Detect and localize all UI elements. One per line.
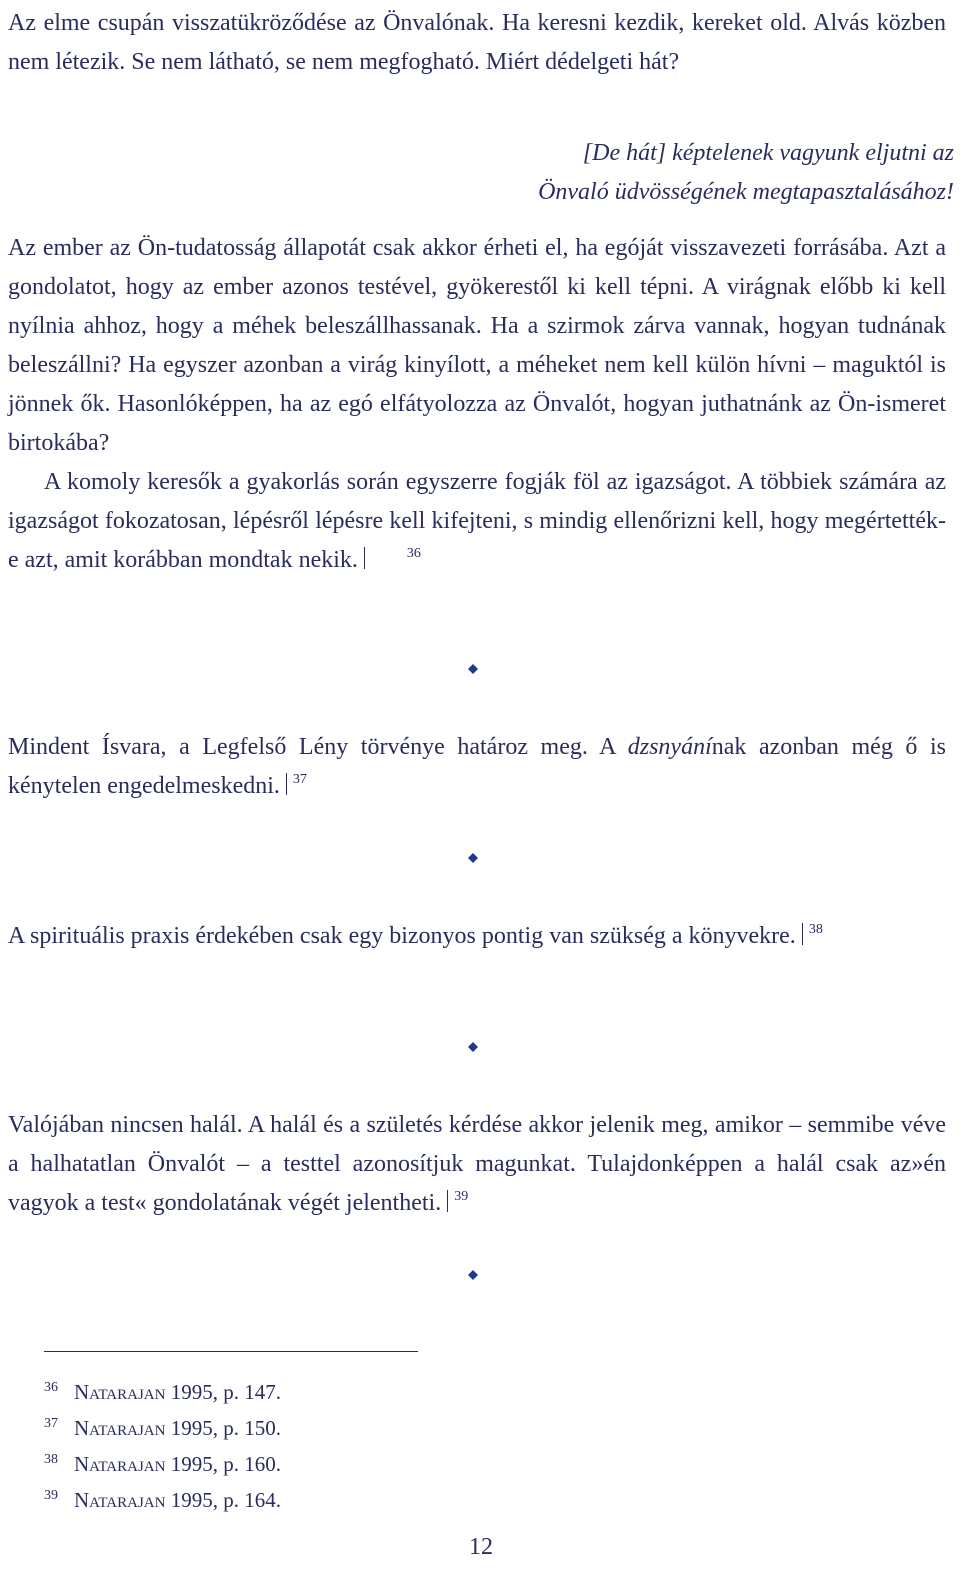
paragraph-2 bbox=[8, 229, 946, 580]
paragraph-4-end: nak azonban még ő is kénytelen engedelmeskedni. bbox=[8, 734, 947, 799]
paragraph-6-text: Valójában nincsen halál. A halál és a születés kérdése akkor jelenik meg, amikor – semmibe véve a halhatatlan Önvalót – a testtel azonosítjuk magunkat. Tulajdonképpen a halál csak az»én vagyok a test« gondolatának végét jelentheti. bbox=[8, 1112, 946, 1216]
footnote-reference: 1995, p. 150. bbox=[170, 1416, 281, 1440]
paragraph-4-italic: dzsnyání bbox=[627, 734, 712, 760]
paragraph-5 bbox=[8, 917, 946, 956]
paragraph-2-text: Az ember az Ön-tudatosság állapotát csak akkor érheti el, ha egóját visszavezeti forrásába. Azt a gondolatot, hogy az ember azonos testével, gyökerestől ki kell tépni. A virágnak előbb ki kell nyílnia ahhoz, hogy a méhek beleszállhassanak. Ha a szirmok zárva vannak, hogyan tudnának beleszállni? Ha egyszer azonban a virág kinyílott, a méheket nem kell külön hívni – maguktól is jönnek ők. Hasonlóképpen, ha az egó elfátyolozza az Önvalót, hogyan juthatnánk az Ön-ismeret birtokába? bbox=[8, 235, 946, 456]
footnote-author: Natarajan bbox=[74, 1416, 166, 1440]
paragraph-1-text: Az elme csupán visszatükröződése az Önvalónak. Ha keresni kezdik, kereket old. Alvás közben nem létezik. Se nem látható, se nem megfogható. Miért dédelgeti hát? bbox=[8, 10, 946, 75]
footnote-38 bbox=[44, 1444, 281, 1480]
footnote-author: Natarajan bbox=[74, 1452, 166, 1476]
diamond-divider-icon bbox=[468, 664, 478, 674]
paragraph-1 bbox=[8, 4, 946, 82]
footnote-ref-38[interactable]: 38 bbox=[802, 923, 823, 945]
paragraph-5-text: A spirituális praxis érdekében csak egy bizonyos pontig van szükség a könyvekre. bbox=[8, 923, 796, 949]
diamond-divider-icon bbox=[468, 1042, 478, 1052]
footnote-number: 37 bbox=[44, 1416, 58, 1431]
footnote-reference: 1995, p. 160. bbox=[170, 1452, 281, 1476]
footnote-author: Natarajan bbox=[74, 1380, 166, 1404]
footnote-number: 38 bbox=[44, 1452, 58, 1467]
footnote-author: Natarajan bbox=[74, 1488, 166, 1512]
footnote-ref-36[interactable]: 36 bbox=[364, 547, 421, 569]
quote-line-2: Önvaló üdvösségének megtapasztalásához! bbox=[538, 179, 954, 205]
paragraph-6 bbox=[8, 1106, 946, 1223]
footnote-reference: 1995, p. 164. bbox=[170, 1488, 281, 1512]
footnote-number: 39 bbox=[44, 1488, 58, 1503]
paragraph-3-text: A komoly keresők a gyakorlás során egyszerre fogják föl az igazságot. A többiek számára az igazságot fokozatosan, lépésről lépésre kell kifejteni, s mindig ellenőrizni kell, hogy megértették-e azt, amit korábban mondtak nekik. bbox=[8, 469, 946, 573]
italic-quote bbox=[394, 134, 954, 212]
footnote-ref-37[interactable]: 37 bbox=[286, 773, 307, 795]
footnote-reference: 1995, p. 147. bbox=[170, 1380, 281, 1404]
footnote-number: 36 bbox=[44, 1380, 58, 1395]
paragraph-4-start: Mindent Ísvara, a Legfelső Lény törvénye határoz meg. A bbox=[8, 734, 628, 760]
footnote-ref-39[interactable]: 39 bbox=[447, 1190, 468, 1212]
page-number: 12 bbox=[469, 1534, 493, 1560]
quote-line-1: [De hát] képtelenek vagyunk eljutni az bbox=[582, 140, 954, 166]
footnote-rule bbox=[44, 1351, 418, 1352]
diamond-divider-icon bbox=[468, 853, 478, 863]
footnote-36 bbox=[44, 1372, 281, 1408]
diamond-divider-icon bbox=[468, 1270, 478, 1280]
footnote-37 bbox=[44, 1408, 281, 1444]
paragraph-3 bbox=[8, 463, 946, 580]
footnote-39 bbox=[44, 1480, 281, 1516]
paragraph-4 bbox=[8, 728, 946, 806]
footnotes bbox=[44, 1372, 281, 1516]
